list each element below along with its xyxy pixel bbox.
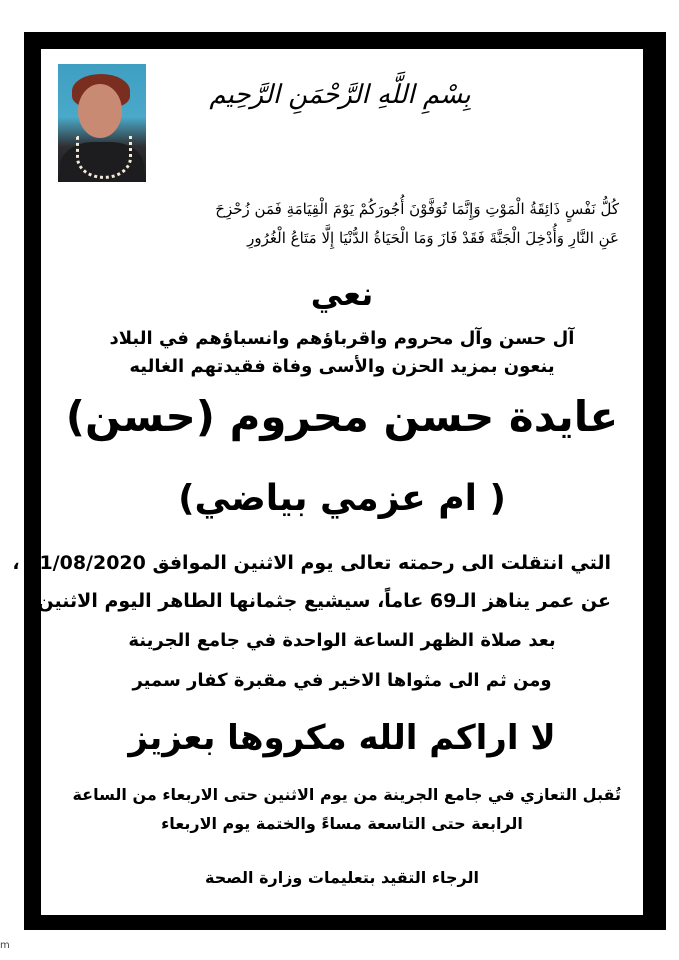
obituary-heading: نعي bbox=[310, 275, 374, 313]
deceased-name: عايدة حسن محروم (حسن) bbox=[65, 392, 619, 441]
details-line-4: ومن ثم الى مثواها الاخير في مقبرة كفار سمير bbox=[132, 670, 552, 691]
footer-mark: m bbox=[0, 940, 10, 951]
quran-verse-line-2: عَنِ النَّارِ وَأُدْخِلَ الْجَنَّةَ فَقَدْ فَازَ وَمَا الْحَيَاةُ الدُّنْيَا إِلَّا مَتَاعُ الْغُرُورِ bbox=[247, 229, 619, 247]
condolences-line-1: تُقبل التعازي في جامع الجرينة من يوم الاثنين حتى الاربعاء من الساعة bbox=[72, 785, 621, 804]
family-announcement-line-1: آل حسن وآل محروم واقرباؤهم وانسباؤهم في البلاد bbox=[109, 328, 575, 349]
quran-verse-line-1: كُلُّ نَفْسٍ ذَائِقَةُ الْمَوْتِ وَإِنَّمَا تُوَفَّوْنَ أُجُورَكُمْ يَوْمَ الْقِيَامَةِ فَمَن زُحْزِحَ bbox=[215, 200, 619, 218]
details-line-1: التي انتقلت الى رحمته تعالى يوم الاثنين الموافق 31/08/2020 ، bbox=[12, 552, 611, 574]
family-announcement-line-2: ينعون بمزيد الحزن والأسى وفاة فقيدتهم الغاليه bbox=[129, 356, 555, 377]
condolences-line-2: الرابعة حتى التاسعة مساءً والختمة يوم الاربعاء bbox=[161, 814, 523, 833]
deceased-photo bbox=[58, 64, 146, 182]
basmala-calligraphy: بِسْمِ اللَّهِ الرَّحْمَنِ الرَّحِيم bbox=[209, 80, 471, 110]
details-line-2: عن عمر يناهز الـ69 عاماً، سيشيع جثمانها الطاهر اليوم الاثنين bbox=[37, 590, 611, 612]
health-ministry-notice: الرجاء التقيد بتعليمات وزارة الصحة bbox=[205, 868, 479, 887]
details-line-3: بعد صلاة الظهر الساعة الواحدة في جامع الجرينة bbox=[128, 630, 556, 651]
deceased-nickname: ( ام عزمي بياضي) bbox=[178, 478, 506, 519]
closing-phrase: لا اراكم الله مكروها بعزيز bbox=[128, 718, 556, 758]
